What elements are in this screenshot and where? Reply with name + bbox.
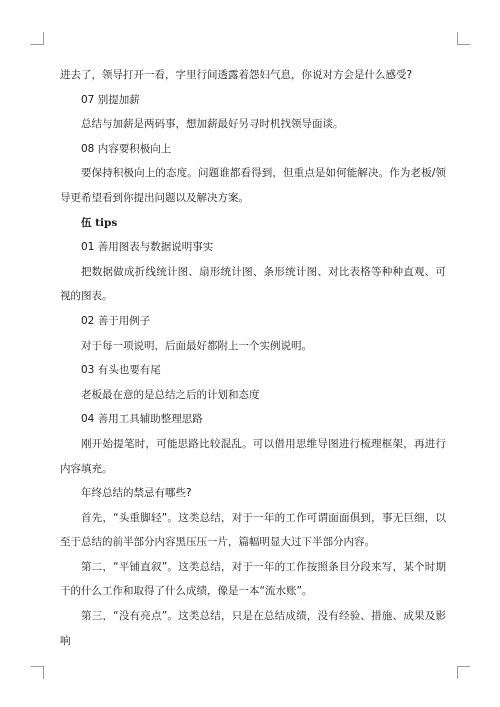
paragraph: 老板最在意的是总结之后的计划和态度 [81, 388, 260, 401]
section-heading: 年终总结的禁忌有哪些? [81, 487, 192, 500]
section-heading: 02 善于用例子 [81, 314, 151, 327]
section-heading: 03 有头也要有尾 [81, 364, 161, 377]
section-heading: 07 别提加薪 [81, 93, 140, 106]
section-heading: 08 内容要积极向上 [81, 142, 172, 155]
paragraph: 要保持积极向上的态度。问题谁都看得到，但重点是如何能解决。作为老板/领导更希望看到你提出问题以及解决方案。 [60, 167, 446, 204]
paragraph: 总结与加薪是两码事，想加薪最好另寻时机找领导面谈。 [81, 118, 344, 131]
paragraph: 首先，“头重脚轻”。这类总结，对于一年的工作可谓面面俱到，事无巨细，以至于总结的前半部分内容黑压压一片，篇幅明显大过下半部分内容。 [60, 511, 446, 549]
paragraph: 对于每一项说明，后面最好都附上一个实例说明。 [81, 339, 312, 352]
paragraph: 进去了，领导打开一看，字里行间透露着怨妇气息，你说对方会是什么感受? [60, 69, 413, 81]
crop-mark-top-right [457, 32, 470, 45]
section-heading: 伍 tips [81, 216, 118, 229]
paragraph: 把数据做成折线统计图、扇形统计图、条形统计图、对比表格等种种直观、可视的图表。 [60, 265, 446, 303]
crop-mark-top-left [31, 32, 44, 45]
paragraph: 刚开始提笔时，可能思路比较混乱。可以借用思维导图进行梳理框架，再进行内容填充。 [60, 437, 446, 475]
crop-mark-bottom-right [457, 666, 470, 679]
document-body [60, 63, 446, 653]
section-heading: 04 善用工具辅助整理思路 [81, 413, 203, 426]
paragraph: 第二，“平铺直叙”。这类总结，对于一年的工作按照条目分段来写，某个时期干的什么工作和取得了什么成绩，像是一本“流水账”。 [60, 560, 446, 598]
section-heading: 01 善用图表与数据说明事实 [81, 241, 214, 254]
paragraph: 第三，“没有亮点”。这类总结，只是在总结成绩，没有经验、措施、成果及影响 [60, 610, 446, 647]
crop-mark-bottom-left [31, 666, 44, 679]
